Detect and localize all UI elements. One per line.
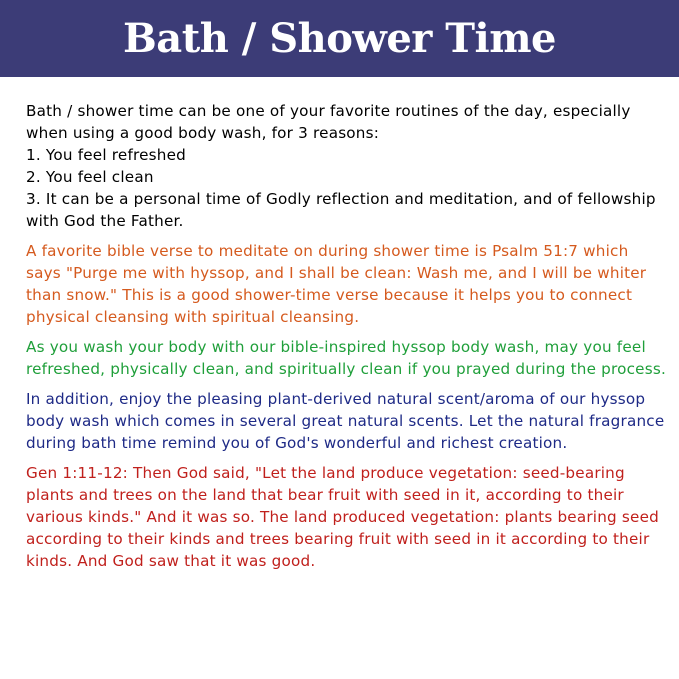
reason-2: 2. You feel clean xyxy=(26,168,154,186)
scent-paragraph: In addition, enjoy the pleasing plant-derived natural scent/aroma of our hyssop body wash which comes in several great natural scents. Let the natural fragrance during bath time remind you of God's wonderful and richest creation. xyxy=(26,390,665,452)
body-wash-paragraph: As you wash your body with our bible-inspired hyssop body wash, may you feel refreshed, physically clean, and spiritually clean if you prayed during the process. xyxy=(26,338,666,378)
genesis-verse-paragraph: Gen 1:11-12: Then God said, "Let the land produce vegetation: seed-bearing plants and trees on the land that bear fruit with seed in it, according to their various kinds." And it was so. The land produced vegetation: plants bearing seed according to their kinds and trees bearing fruit with seed in it according to their kinds. And God saw that it was good. xyxy=(26,464,659,570)
reason-3: 3. It can be a personal time of Godly reflection and meditation, and of fellowship with God the Father. xyxy=(26,190,656,230)
body-text xyxy=(26,100,666,572)
intro-paragraph xyxy=(26,100,666,232)
psalm-verse-paragraph: A favorite bible verse to meditate on during shower time is Psalm 51:7 which says "Purge me with hyssop, and I shall be clean: Wash me, and I will be whiter than snow." This is a good shower-time verse because it helps you to connect physical cleansing with spiritual cleansing. xyxy=(26,242,647,326)
title-banner xyxy=(0,0,679,77)
intro-sentence: Bath / shower time can be one of your favorite routines of the day, especially when using a good body wash, for 3 reasons: xyxy=(26,102,631,142)
page-title: Bath / Shower Time xyxy=(122,14,556,62)
reason-1: 1. You feel refreshed xyxy=(26,146,186,164)
